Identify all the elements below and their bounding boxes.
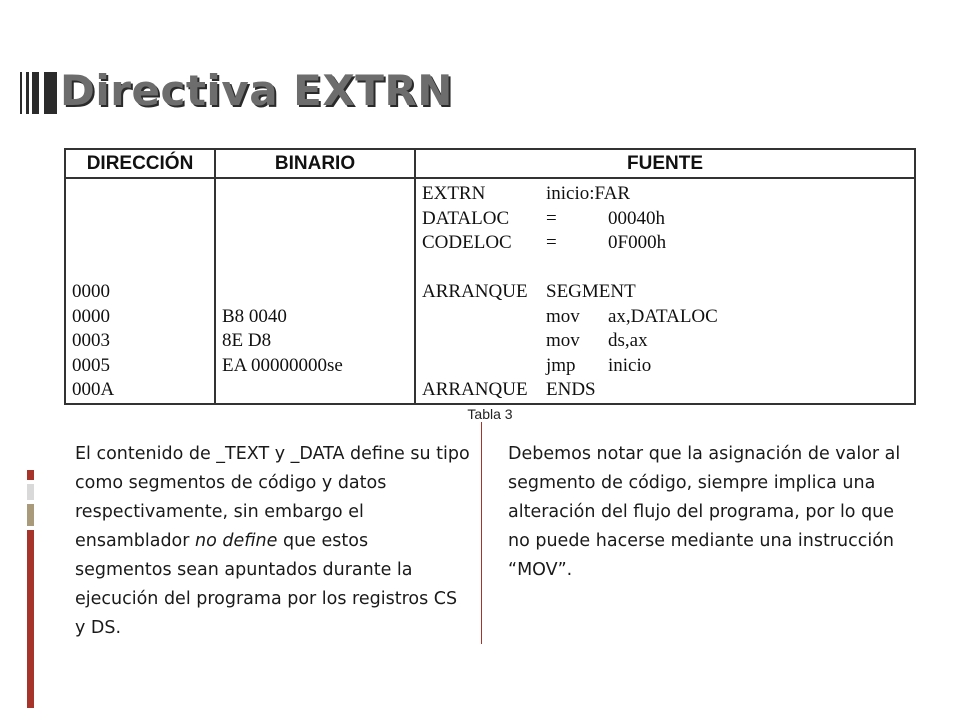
right-paragraph: Debemos notar que la asignación de valor al segmento de código, siempre implica una alteración del flujo del programa, por lo que no puede hacerse mediante una instrucción “MOV”. bbox=[508, 444, 901, 580]
fuente-token: mov bbox=[546, 330, 580, 351]
fuente-token: EXTRN bbox=[422, 183, 486, 204]
binario-line: EA 00000000se bbox=[222, 354, 343, 376]
fuente-line bbox=[416, 231, 914, 256]
binario-line: 8E D8 bbox=[222, 330, 272, 351]
accent-bar bbox=[27, 484, 34, 500]
fuente-line bbox=[416, 329, 914, 354]
title-decoration-bars bbox=[20, 72, 50, 114]
fuente-token: ds,ax bbox=[608, 330, 648, 351]
table-header-row bbox=[65, 149, 915, 178]
fuente-token: ARRANQUE bbox=[422, 281, 528, 302]
direccion-line: 0000 bbox=[72, 305, 110, 327]
left-paragraph bbox=[75, 440, 470, 643]
binario-line bbox=[222, 378, 414, 403]
header-binario: BINARIO bbox=[215, 149, 415, 178]
fuente-token: = bbox=[546, 232, 557, 253]
fuente-line bbox=[416, 256, 914, 281]
binario-line bbox=[222, 280, 414, 305]
binario-cell bbox=[215, 178, 415, 404]
binario-line bbox=[222, 231, 414, 256]
fuente-token: CODELOC bbox=[422, 232, 512, 253]
direccion-line: 0005 bbox=[72, 354, 110, 376]
fuente-cell bbox=[415, 178, 915, 404]
fuente-line bbox=[416, 280, 914, 305]
fuente-token: ARRANQUE bbox=[422, 379, 528, 400]
direccion-line: 0003 bbox=[72, 330, 110, 351]
binario-line bbox=[222, 182, 414, 207]
fuente-line bbox=[416, 182, 914, 207]
accent-bar bbox=[27, 470, 34, 480]
fuente-line bbox=[416, 378, 914, 403]
binario-line bbox=[222, 207, 414, 232]
binario-line bbox=[222, 256, 414, 281]
table-row bbox=[65, 178, 915, 404]
table-caption: Tabla 3 bbox=[467, 405, 513, 422]
direccion-line: 000A bbox=[72, 379, 115, 400]
fuente-line bbox=[416, 354, 914, 379]
fuente-token: jmp bbox=[546, 354, 576, 376]
fuente-token: DATALOC bbox=[422, 207, 510, 229]
fuente-token: ax,DATALOC bbox=[608, 305, 718, 327]
fuente-token: SEGMENT bbox=[546, 281, 636, 302]
code-table bbox=[64, 148, 916, 405]
fuente-line bbox=[416, 305, 914, 330]
column-divider bbox=[481, 422, 482, 644]
left-text-part1: El contenido de _TEXT y _DATA define su tipo como segmentos de código y datos respectivamente, sin embargo el ensamblador bbox=[75, 444, 470, 551]
fuente-line bbox=[416, 207, 914, 232]
slide-title: Directiva EXTRN bbox=[60, 66, 453, 115]
fuente-token: mov bbox=[546, 305, 580, 327]
direccion-line bbox=[72, 231, 214, 256]
left-text-part2: que estos segmentos sean apuntados durante la ejecución del programa por los registros CS y DS. bbox=[75, 531, 458, 638]
left-text-emphasis: no define bbox=[195, 531, 278, 551]
fuente-token: inicio:FAR bbox=[546, 183, 631, 204]
binario-line: B8 0040 bbox=[222, 305, 287, 327]
fuente-token: = bbox=[546, 207, 557, 229]
direccion-cell bbox=[65, 178, 215, 404]
direccion-line bbox=[72, 256, 214, 281]
fuente-token: ENDS bbox=[546, 379, 596, 400]
accent-bar bbox=[27, 504, 34, 526]
direccion-line bbox=[72, 182, 214, 207]
direccion-line bbox=[72, 207, 214, 232]
direccion-line: 0000 bbox=[72, 281, 110, 302]
accent-bar bbox=[27, 530, 34, 708]
header-direccion: DIRECCIÓN bbox=[65, 149, 215, 178]
fuente-token: inicio bbox=[608, 354, 652, 376]
code-table-figure bbox=[64, 148, 916, 422]
fuente-token: 00040h bbox=[608, 207, 665, 229]
header-fuente: FUENTE bbox=[415, 149, 915, 178]
fuente-token: 0F000h bbox=[608, 232, 667, 253]
